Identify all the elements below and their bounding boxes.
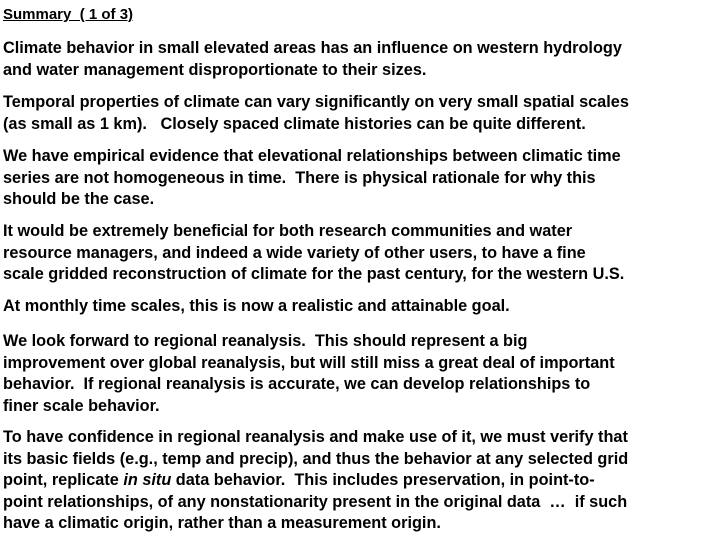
paragraph-line: and water management disproportionate to their sizes. [3, 60, 427, 79]
summary-paragraph-6 [3, 331, 715, 417]
paragraph-line: (as small as 1 km). Closely spaced climate histories can be quite different. [3, 114, 586, 133]
paragraph-line: To have confidence in regional reanalysis and make use of it, we must verify that [3, 428, 628, 446]
paragraph-line: finer scale behavior. [3, 396, 160, 415]
summary-paragraph-7 [3, 427, 715, 535]
summary-paragraph-5 [3, 296, 715, 318]
summary-paragraph-1 [3, 38, 715, 81]
paragraph-line: Temporal properties of climate can vary significantly on very small spatial scales [3, 93, 629, 111]
paragraph-line: behavior. If regional reanalysis is accurate, we can develop relationships to [3, 375, 591, 394]
paragraph-line: scale gridded reconstruction of climate for the past century, for the western U.S. [3, 265, 625, 284]
paragraph-line: It would be extremely beneficial for both research communities and water [3, 222, 573, 240]
paragraph-line: At monthly time scales, this is now a realistic and attainable goal. [3, 297, 510, 315]
paragraph-line: series are not homogeneous in time. There is physical rationale for why this [3, 168, 596, 187]
summary-paragraph-4 [3, 221, 715, 286]
paragraph-line: improvement over global reanalysis, but will still miss a great deal of important [3, 353, 615, 372]
line-segment: data behavior. This includes preservation, in point-to- [171, 471, 595, 490]
paragraph-line: point relationships, of any nonstationarity present in the original data … if such [3, 492, 628, 511]
paragraph-line: have a climatic origin, rather than a measurement origin. [3, 514, 441, 533]
paragraph-line: its basic fields (e.g., temp and precip), and thus the behavior at any selected grid [3, 449, 629, 468]
summary-paragraph-2 [3, 92, 715, 135]
line-segment: point, replicate [3, 471, 124, 490]
paragraph-line: We look forward to regional reanalysis. This should represent a big [3, 332, 528, 350]
paragraph-line: resource managers, and indeed a wide variety of other users, to have a fine [3, 243, 586, 262]
paragraph-line: should be the case. [3, 190, 155, 209]
paragraph-line [3, 470, 715, 492]
paragraph-line: Climate behavior in small elevated areas has an influence on western hydrology [3, 39, 622, 57]
slide-title: Summary ( 1 of 3) [3, 6, 134, 23]
summary-paragraph-3 [3, 146, 715, 211]
in-situ-italic: in situ [123, 471, 172, 490]
paragraph-line: We have empirical evidence that elevational relationships between climatic time [3, 147, 621, 165]
